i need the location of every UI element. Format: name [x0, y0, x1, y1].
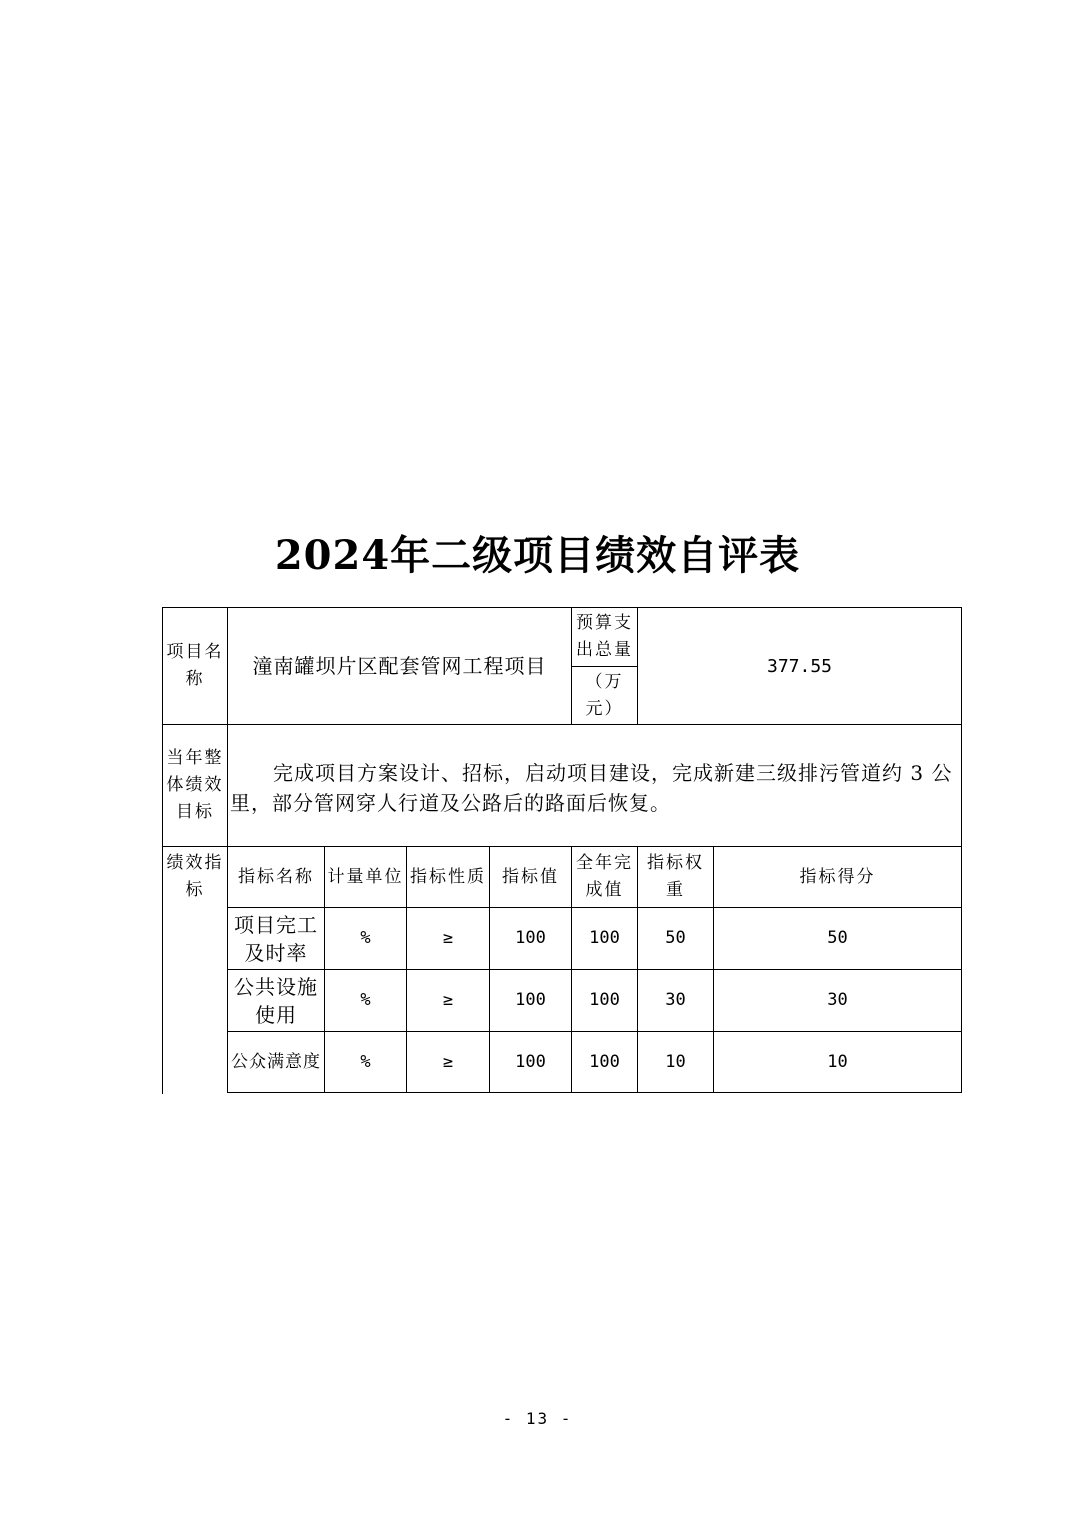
indicator-unit: %: [360, 1051, 371, 1072]
indicator-nature: ≥: [442, 1051, 454, 1072]
goal-text: 完成项目方案设计、招标，启动项目建设，完成新建三级排污管道约 3 公里，部分管网穿人行道及公路后的路面后恢复。: [230, 761, 953, 815]
indicator-score: 30: [827, 990, 848, 1010]
indicator-target: 100: [515, 990, 546, 1010]
budget-value: 377.55: [766, 655, 833, 677]
header-target: 指标值: [502, 866, 559, 887]
header-indicator-name: 指标名称: [238, 866, 314, 887]
indicator-name: 项目完工及时率: [234, 912, 318, 965]
indicator-unit: %: [360, 990, 371, 1010]
indicator-score: 10: [827, 1051, 848, 1072]
budget-unit-label: （万元）: [585, 671, 624, 719]
header-unit: 计量单位: [327, 866, 404, 887]
goal-label: 当年整体绩效目标: [166, 748, 224, 822]
indicator-target: 100: [515, 1051, 546, 1072]
indicator-weight: 50: [665, 928, 686, 948]
header-score: 指标得分: [799, 866, 876, 887]
indicator-score: 50: [827, 928, 848, 948]
indicator-target: 100: [515, 928, 546, 948]
indicator-weight: 30: [665, 990, 686, 1010]
page-number: - 13 -: [502, 1409, 573, 1428]
page-title: 2024年二级项目绩效自评表: [274, 532, 801, 579]
indicator-name: 公共设施使用: [234, 974, 318, 1027]
header-nature: 指标性质: [410, 866, 486, 887]
indicator-actual: 100: [589, 928, 620, 948]
project-name-label: 项目名称: [166, 642, 224, 689]
indicator-nature: ≥: [442, 990, 454, 1010]
indicator-unit: %: [360, 928, 371, 948]
header-weight: 指标权重: [647, 853, 704, 900]
indicator-weight: 10: [665, 1051, 686, 1072]
indicator-actual: 100: [589, 1051, 620, 1072]
indicator-actual: 100: [589, 990, 620, 1010]
indicator-nature: ≥: [442, 928, 454, 948]
project-name-value: 潼南罐坝片区配套管网工程项目: [252, 654, 547, 678]
budget-label: 预算支出总量: [576, 613, 633, 660]
indicators-label: 绩效指标: [166, 853, 224, 900]
header-actual: 全年完成值: [576, 853, 633, 900]
indicator-name: 公众满意度: [231, 1051, 321, 1072]
